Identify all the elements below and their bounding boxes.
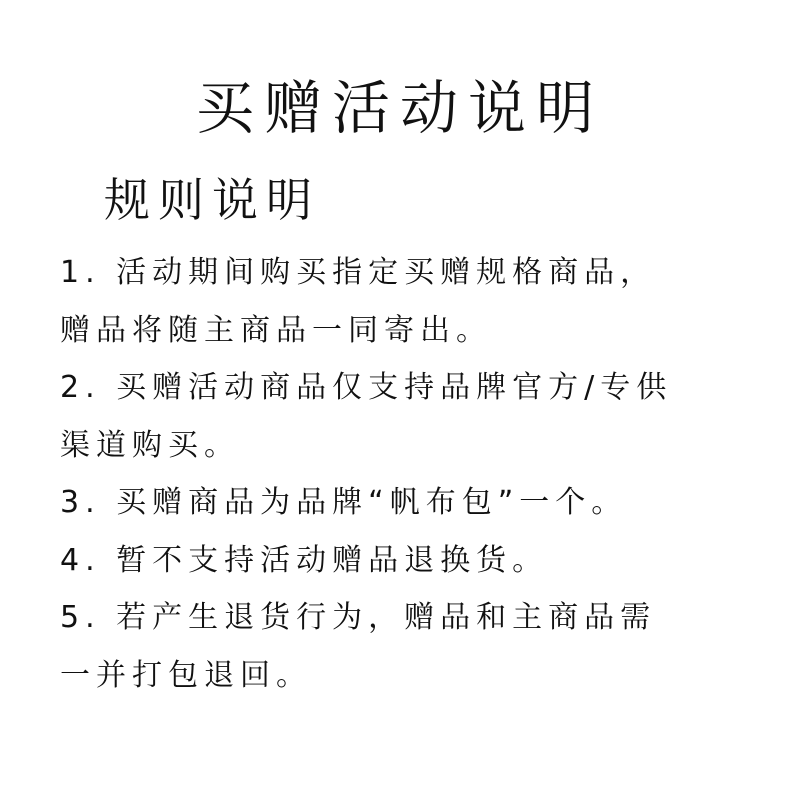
rule-line-2: 赠品将随主商品一同寄出。 <box>60 312 492 348</box>
rule-line-6: 4. 暂不支持活动赠品退换货。 <box>60 542 549 578</box>
rules-list <box>60 244 760 704</box>
rule-line-1: 1. 活动期间购买指定买赠规格商品， <box>60 255 657 290</box>
section-title: 规则说明 <box>104 173 320 227</box>
rule-line-7: 5. 若产生退货行为，赠品和主商品需 <box>60 600 657 635</box>
rule-line-3: 2. 买赠活动商品仅支持品牌官方/专供 <box>60 370 673 405</box>
rule-line-4: 渠道购买。 <box>60 427 240 463</box>
rule-line-8: 一并打包退回。 <box>60 657 312 693</box>
rule-line-5: 3. 买赠商品为品牌“帆布包”一个。 <box>60 485 628 520</box>
page-title: 买赠活动说明 <box>195 74 604 142</box>
